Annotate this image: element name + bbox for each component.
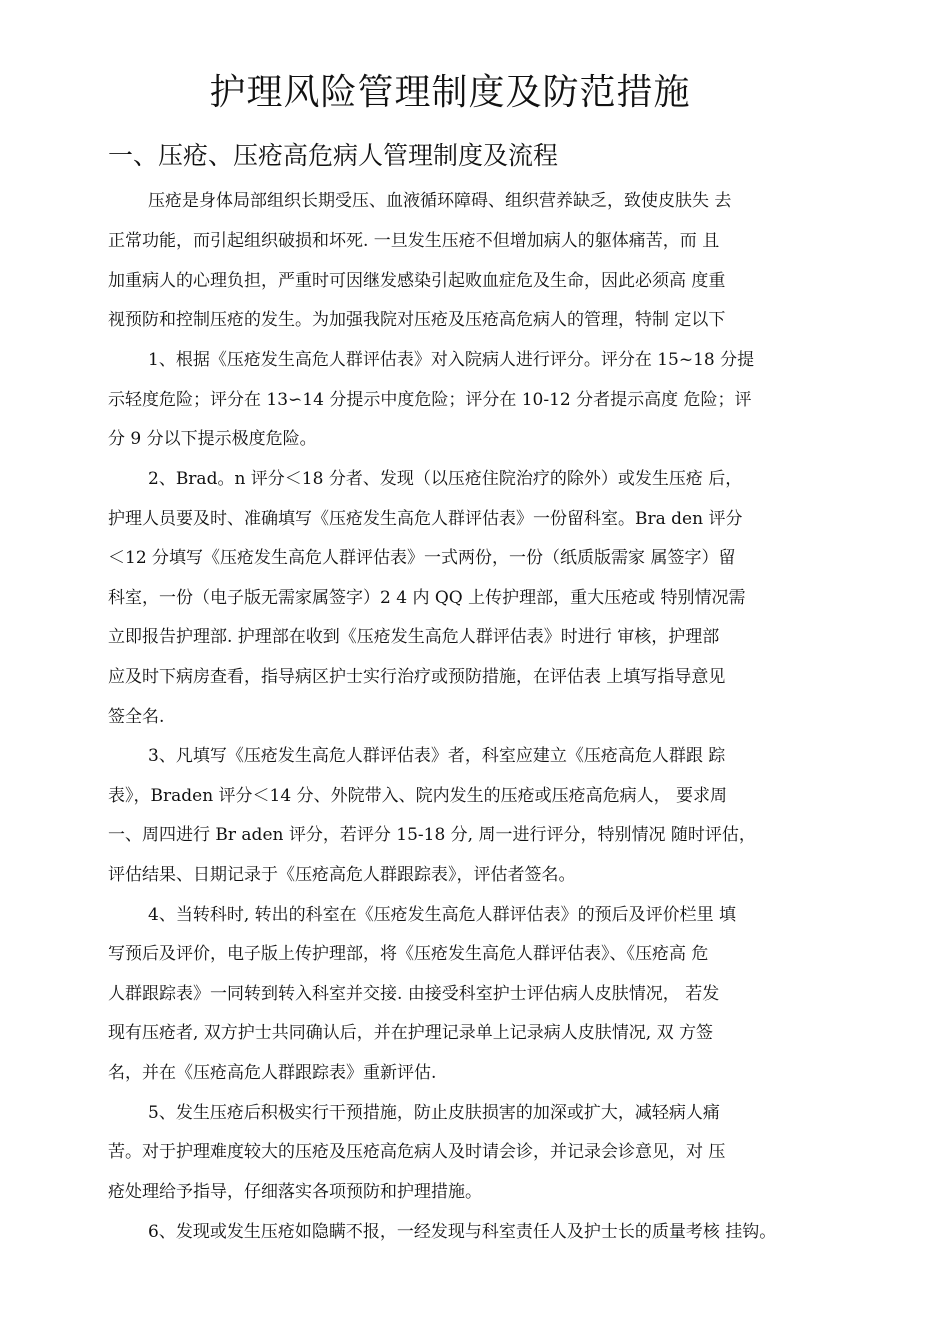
paragraph-line: 应及时下病房查看，指导病区护士实行治疗或预防措施，在评估表 上填写指导意见: [108, 667, 726, 687]
paragraph-line: 一、周四进行 Br aden 评分，若评分 15-18 分, 周一进行评分，特别情况 随时评估，: [108, 825, 756, 845]
paragraph-line: 人群跟踪表》一同转到转入科室并交接. 由接受科室护士评估病人皮肤情况， 若发: [108, 984, 720, 1004]
paragraph-line: ＜12 分填写《压疮发生高危人群评估表》一式两份，一份（纸质版需家 属签字）留: [108, 548, 736, 568]
paragraph-line: 5、发生压疮后积极实行干预措施，防止皮肤损害的加深或扩大，减轻病人痛: [148, 1103, 720, 1123]
paragraph-line: 护理人员要及时、准确填写《压疮发生高危人群评估表》一份留科室。Bra den 评分: [108, 509, 743, 529]
paragraph-line: 疮处理给予指导，仔细落实各项预防和护理措施。: [108, 1182, 482, 1202]
paragraph-line: 写预后及评价，电子版上传护理部，将《压疮发生高危人群评估表》、《压疮高 危: [108, 944, 709, 964]
paragraph-line: 压疮是身体局部组织长期受压、血液循环障碍、组织营养缺乏，致使皮肤失 去: [148, 191, 732, 211]
paragraph-line: 表》，Braden 评分＜14 分、外院带入、院内发生的压疮或压疮高危病人， 要求周: [108, 786, 727, 806]
paragraph-line: 苦。对于护理难度较大的压疮及压疮高危病人及时请会诊，并记录会诊意见，对 压: [108, 1142, 726, 1162]
paragraph-line: 科室，一份（电子版无需家属签字）2 4 内 QQ 上传护理部，重大压疮或 特别情况需: [108, 588, 746, 608]
document-title: 护理风险管理制度及防范措施: [209, 72, 691, 113]
paragraph-line: 加重病人的心理负担，严重时可因继发感染引起败血症危及生命，因此必须高 度重: [108, 271, 726, 291]
paragraph-line: 评估结果、日期记录于《压疮高危人群跟踪表》，评估者签名。: [108, 865, 576, 885]
paragraph-line: 现有压疮者, 双方护士共同确认后，并在护理记录单上记录病人皮肤情况, 双 方签: [108, 1023, 714, 1043]
paragraph-line: 分 9 分以下提示极度危险。: [108, 429, 317, 449]
paragraph-line: 正常功能，而引起组织破损和坏死. 一旦发生压疮不但增加病人的躯体痛苦，而 且: [108, 231, 720, 251]
paragraph-line: 2、Brad。n 评分＜18 分者、发现（以压疮住院治疗的除外）或发生压疮 后，: [148, 469, 743, 489]
paragraph-line: 示轻度危险；评分在 13∽14 分提示中度危险；评分在 10-12 分者提示高度 危险；评: [108, 390, 752, 410]
paragraph-line: 视预防和控制压疮的发生。为加强我院对压疮及压疮高危病人的管理，特制 定以下: [108, 310, 726, 330]
paragraph-line: 6、发现或发生压疮如隐瞒不报，一经发现与科室责任人及护士长的质量考核 挂钩。: [148, 1222, 777, 1242]
paragraph-line: 3、凡填写《压疮发生高危人群评估表》者，科室应建立《压疮高危人群跟 踪: [148, 746, 726, 766]
paragraph-line: 4、当转科时, 转出的科室在《压疮发生高危人群评估表》的预后及评价栏里 填: [148, 905, 737, 925]
paragraph-line: 签全名.: [108, 707, 165, 727]
section-heading: 一、压疮、压疮高危病人管理制度及流程: [108, 141, 559, 170]
paragraph-line: 1、根据《压疮发生高危人群评估表》对入院病人进行评分。评分在 15~18 分提: [148, 350, 755, 370]
paragraph-line: 立即报告护理部. 护理部在收到《压疮发生高危人群评估表》时进行 审核，护理部: [108, 627, 720, 647]
paragraph-line: 名，并在《压疮高危人群跟踪表》重新评估.: [108, 1063, 437, 1083]
